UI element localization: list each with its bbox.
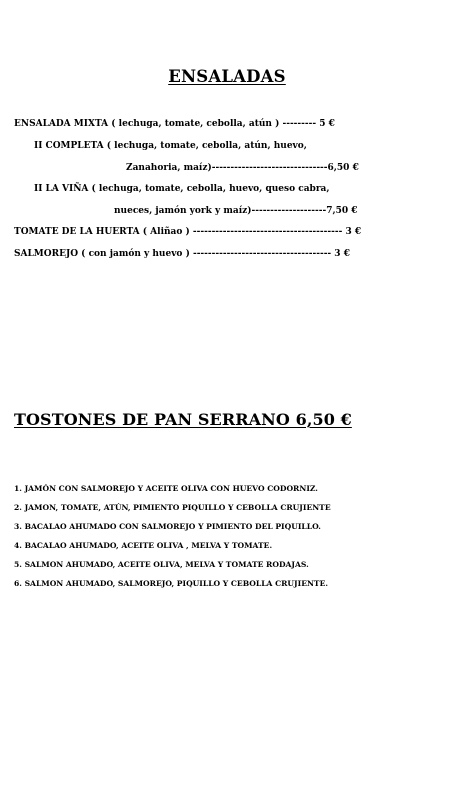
tostones-heading: TOSTONES DE PAN SERRANO 6,50 € <box>14 410 352 429</box>
toston-item-6: 6. SALMON AHUMADO, SALMOREJO, PIQUILLO Y CEBOLLA CRUJIENTE. <box>14 579 329 588</box>
toston-item-3: 3. BACALAO AHUMADO CON SALMOREJO Y PIMIENTO DEL PIQUILLO. <box>14 522 321 531</box>
toston-item-1: 1. JAMÓN CON SALMOREJO Y ACEITE OLIVA CON HUEVO CODORNIZ. <box>14 484 318 493</box>
ensalada-mixta-line: ENSALADA MIXTA ( lechuga, tomate, cebolla, atún ) --------- 5 € <box>14 119 335 129</box>
ensalada-la-vina-line: II LA VIÑA ( lechuga, tomate, cebolla, huevo, queso cabra, <box>34 184 330 194</box>
toston-item-4: 4. BACALAO AHUMADO, ACEITE OLIVA , MELVA Y TOMATE. <box>14 541 273 550</box>
ensalada-completa-line-2: Zanahoria, maíz)-------------------------------6,50 € <box>126 163 359 173</box>
tomate-huerta-line: TOMATE DE LA HUERTA ( Aliñao ) ---------------------------------------- 3 € <box>14 227 362 237</box>
salmorejo-line: SALMOREJO ( con jamón y huevo ) ------------------------------------- 3 € <box>14 249 350 259</box>
ensaladas-heading: ENSALADAS <box>168 67 286 86</box>
toston-item-2: 2. JAMON, TOMATE, ATÚN, PIMIENTO PIQUILLO Y CEBOLLA CRUJIENTE <box>14 503 331 512</box>
ensalada-completa-line: II COMPLETA ( lechuga, tomate, cebolla, atún, huevo, <box>34 141 307 151</box>
toston-item-5: 5. SALMON AHUMADO, ACEITE OLIVA, MELVA Y TOMATE RODAJAS. <box>14 560 309 569</box>
ensalada-la-vina-line-2: nueces, jamón york y maíz)--------------------7,50 € <box>114 206 358 216</box>
